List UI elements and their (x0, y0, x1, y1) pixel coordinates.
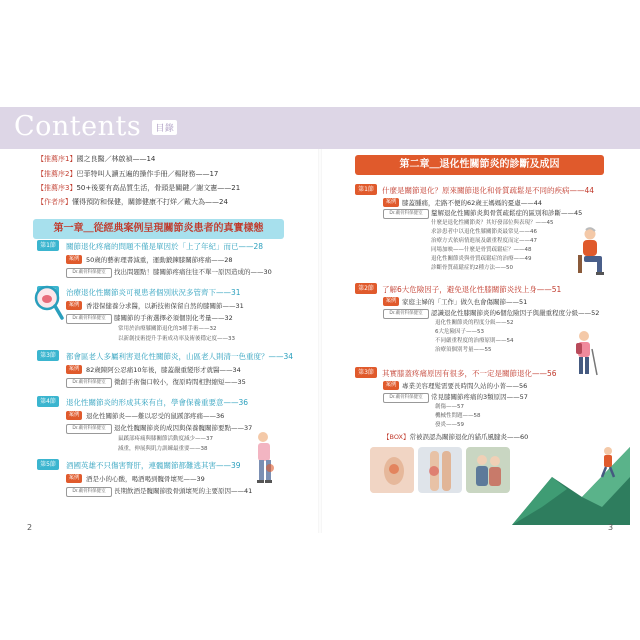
case-badge: 案例 (383, 297, 399, 306)
elderly-knee-pain-illustration (248, 430, 284, 486)
contents-title: Contents (14, 111, 142, 142)
dr-clinic-badge: Dr.戴骨科保健室 (383, 393, 429, 403)
dr-clinic-badge: Dr.戴骨科保健室 (66, 268, 112, 278)
section-badge: 第3節 (37, 350, 59, 361)
sub-entry[interactable]: 機械性問題——58 (435, 413, 481, 419)
section-title[interactable]: 都會區老人多屬利害退化性關節炎，山區老人則清一色重度？——34 (66, 352, 294, 361)
section-badge: 第3節 (355, 367, 377, 378)
case-badge: 案例 (383, 381, 399, 390)
box-entry[interactable]: 【BOX】常被誤認為關節退化的貓爪風腱炎——60 (383, 433, 529, 441)
section-badge: 第5節 (37, 459, 59, 470)
dr-entry[interactable]: 常見膝關節疼痛的3類原因——57 (431, 393, 528, 401)
case-badge: 案例 (66, 474, 82, 483)
sub-entry[interactable]: 什麼是退化性關節炎？其好發部位與表現？——45 (431, 220, 554, 226)
case-entry[interactable]: 82歲陳阿公忍痛10年後，膝蓋嚴重變形才就醫——34 (86, 366, 241, 374)
dr-entry[interactable]: 長期飲酒是髖關節股骨頭壞死的主要原因——41 (114, 487, 253, 495)
sub-entry[interactable]: 診斷骨質疏鬆症的2種方法——50 (431, 265, 513, 271)
hiker-illustration (566, 329, 602, 379)
dr-entry[interactable]: 退化性髖關節炎的成因與保養髖關節要點——37 (114, 424, 253, 432)
case-entry[interactable]: 專業美容理髮需要長時間久站的小菁——56 (402, 382, 528, 390)
seated-elder-illustration (570, 227, 612, 277)
dr-entry[interactable]: 微創手術傷口較小，復原時間相對縮短——35 (114, 378, 246, 386)
sub-entry[interactable]: 發炎——59 (435, 422, 464, 428)
section-title[interactable]: 什麼是關節退化？原來關節退化和骨質疏鬆是不同的疾病——44 (382, 186, 595, 195)
case-badge: 案例 (383, 198, 399, 207)
dr-entry[interactable]: 認識退化性膝關節炎的6個危險因子與嚴重程度分級——52 (431, 309, 600, 317)
preface-entry[interactable]: 【推薦序2】巴菲特叫人讀五遍的操作手冊／楊財務——17 (37, 170, 219, 178)
page-number-left: 2 (27, 523, 33, 532)
section-title[interactable]: 關節退化疼痛的問題不僅是單因於「上了年紀」而已——28 (66, 242, 264, 251)
sub-entry[interactable]: 同場加映——什麼是骨質疏鬆症？——48 (431, 247, 532, 253)
section-badge: 第1節 (355, 184, 377, 195)
contents-header-band (0, 107, 640, 149)
section-badge: 第1節 (37, 240, 59, 251)
page-fold (318, 149, 322, 533)
case-entry[interactable]: 酒是小的心酸，喝酒喝到髖骨壞死——39 (86, 475, 205, 483)
preface-entry[interactable]: 【推薦序3】50+後要有高品質生活，骨頭是關鍵／謝文憲——21 (37, 184, 241, 192)
dr-entry[interactable]: 釐解退化性關節炎與骨質疏鬆症的區別和診斷——45 (431, 209, 583, 217)
sub-entry[interactable]: 創傷——57 (435, 404, 464, 410)
section-title[interactable]: 治療退化性關節炎可視患者個別狀況多管齊下——31 (66, 288, 241, 297)
dr-clinic-badge: Dr.戴骨科保健室 (66, 487, 112, 497)
chapter2-banner[interactable]: 第二章＿退化性關節炎的診斷及成因 (355, 155, 604, 175)
page-number-right: 3 (608, 523, 614, 532)
sub-entry[interactable]: 治療須個別考量——55 (435, 347, 492, 353)
mountain-hiker-illustration (512, 437, 630, 525)
dr-clinic-badge: Dr.戴骨科保健室 (66, 314, 112, 324)
sub-entry[interactable]: 不同嚴重程度的治療原則——54 (435, 338, 514, 344)
section-title[interactable]: 退化性關節炎的形成其來有自，學會保養重要意——36 (66, 398, 249, 407)
case-entry[interactable]: 膝蓋腫痛，走路不便的62歲王媽媽的憂慮——44 (402, 199, 543, 207)
case-entry[interactable]: 家庭主婦的「工作」做久也會傷關節——51 (402, 298, 528, 306)
elderly-couple-photo (466, 447, 510, 493)
contents-logo (14, 111, 177, 142)
sub-entry[interactable]: 常用於治療膝關節退化的3種手術——32 (118, 326, 217, 332)
case-badge: 案例 (66, 255, 82, 264)
case-badge: 案例 (66, 365, 82, 374)
case-entry[interactable]: 50歲的藝術理書減重，運動鍛鍊膝關節疼痛——28 (86, 256, 233, 264)
dr-clinic-badge: Dr.戴骨科保健室 (383, 209, 429, 219)
sub-entry[interactable]: 退化性關節炎的程度分級——52 (435, 320, 514, 326)
sub-entry[interactable]: 鼠蹊部疼痛與膝關節活動度減少——37 (118, 436, 213, 442)
book-spread (0, 107, 640, 533)
dr-entry[interactable]: 找出問題點！膝關節疼痛往往不單一原因造成的——30 (114, 268, 272, 276)
leg-photo (418, 447, 462, 493)
section-badge: 第2節 (355, 283, 377, 294)
case-entry[interactable]: 香港保健養分求醫，以新技術保留自然的膝關節——31 (86, 302, 244, 310)
case-badge: 案例 (66, 411, 82, 420)
section-title[interactable]: 酒國英雄不只傷害腎肝，連髖關節都難逃其害——39 (66, 461, 241, 470)
magnifier-illustration (34, 285, 64, 321)
section-title[interactable]: 其實膝蓋疼痛原因有很多，不一定是關節退化——56 (382, 369, 557, 378)
preface-entry[interactable]: 【作者序】懂得預防和保健，關節健康不打烊／戴大為——24 (37, 198, 228, 206)
chapter1-banner[interactable]: 第一章＿從經典案例呈現關節炎患者的真實樣態 (33, 219, 284, 239)
dr-clinic-badge: Dr.戴骨科保健室 (66, 424, 112, 434)
preface-entry[interactable]: 【推薦序1】國之良醫／林啟禎——14 (37, 155, 156, 163)
dr-entry[interactable]: 膝關節的手術選擇必須個別化考量——32 (114, 314, 233, 322)
sub-entry[interactable]: 退化性關節炎與骨質疏鬆症的治療——49 (431, 256, 532, 262)
sub-entry[interactable]: 6大危險因子——53 (435, 329, 484, 335)
knee-photo (370, 447, 414, 493)
section-title[interactable]: 了解6大危險因子，避免退化性膝關節炎找上身——51 (382, 285, 562, 294)
case-entry[interactable]: 退化性關節炎——難以忍受的鼠蹊部疼痛——36 (86, 412, 225, 420)
sub-entry[interactable]: 求診患者中以退化性膝關節炎最常見——46 (431, 229, 537, 235)
dr-clinic-badge: Dr.戴骨科保健室 (383, 309, 429, 319)
sub-entry[interactable]: 治療方式依病情進展及嚴重程度而定——47 (431, 238, 537, 244)
contents-subtitle: 目錄 (152, 120, 177, 135)
section-badge: 第4節 (37, 396, 59, 407)
dr-clinic-badge: Dr.戴骨科保健室 (66, 378, 112, 388)
sub-entry[interactable]: 以新創技術提升手術成功率及術後穩定度——33 (118, 336, 235, 342)
case-badge: 案例 (66, 301, 82, 310)
sub-entry[interactable]: 減重，伸展與肌力訓練最重要——38 (118, 446, 208, 452)
